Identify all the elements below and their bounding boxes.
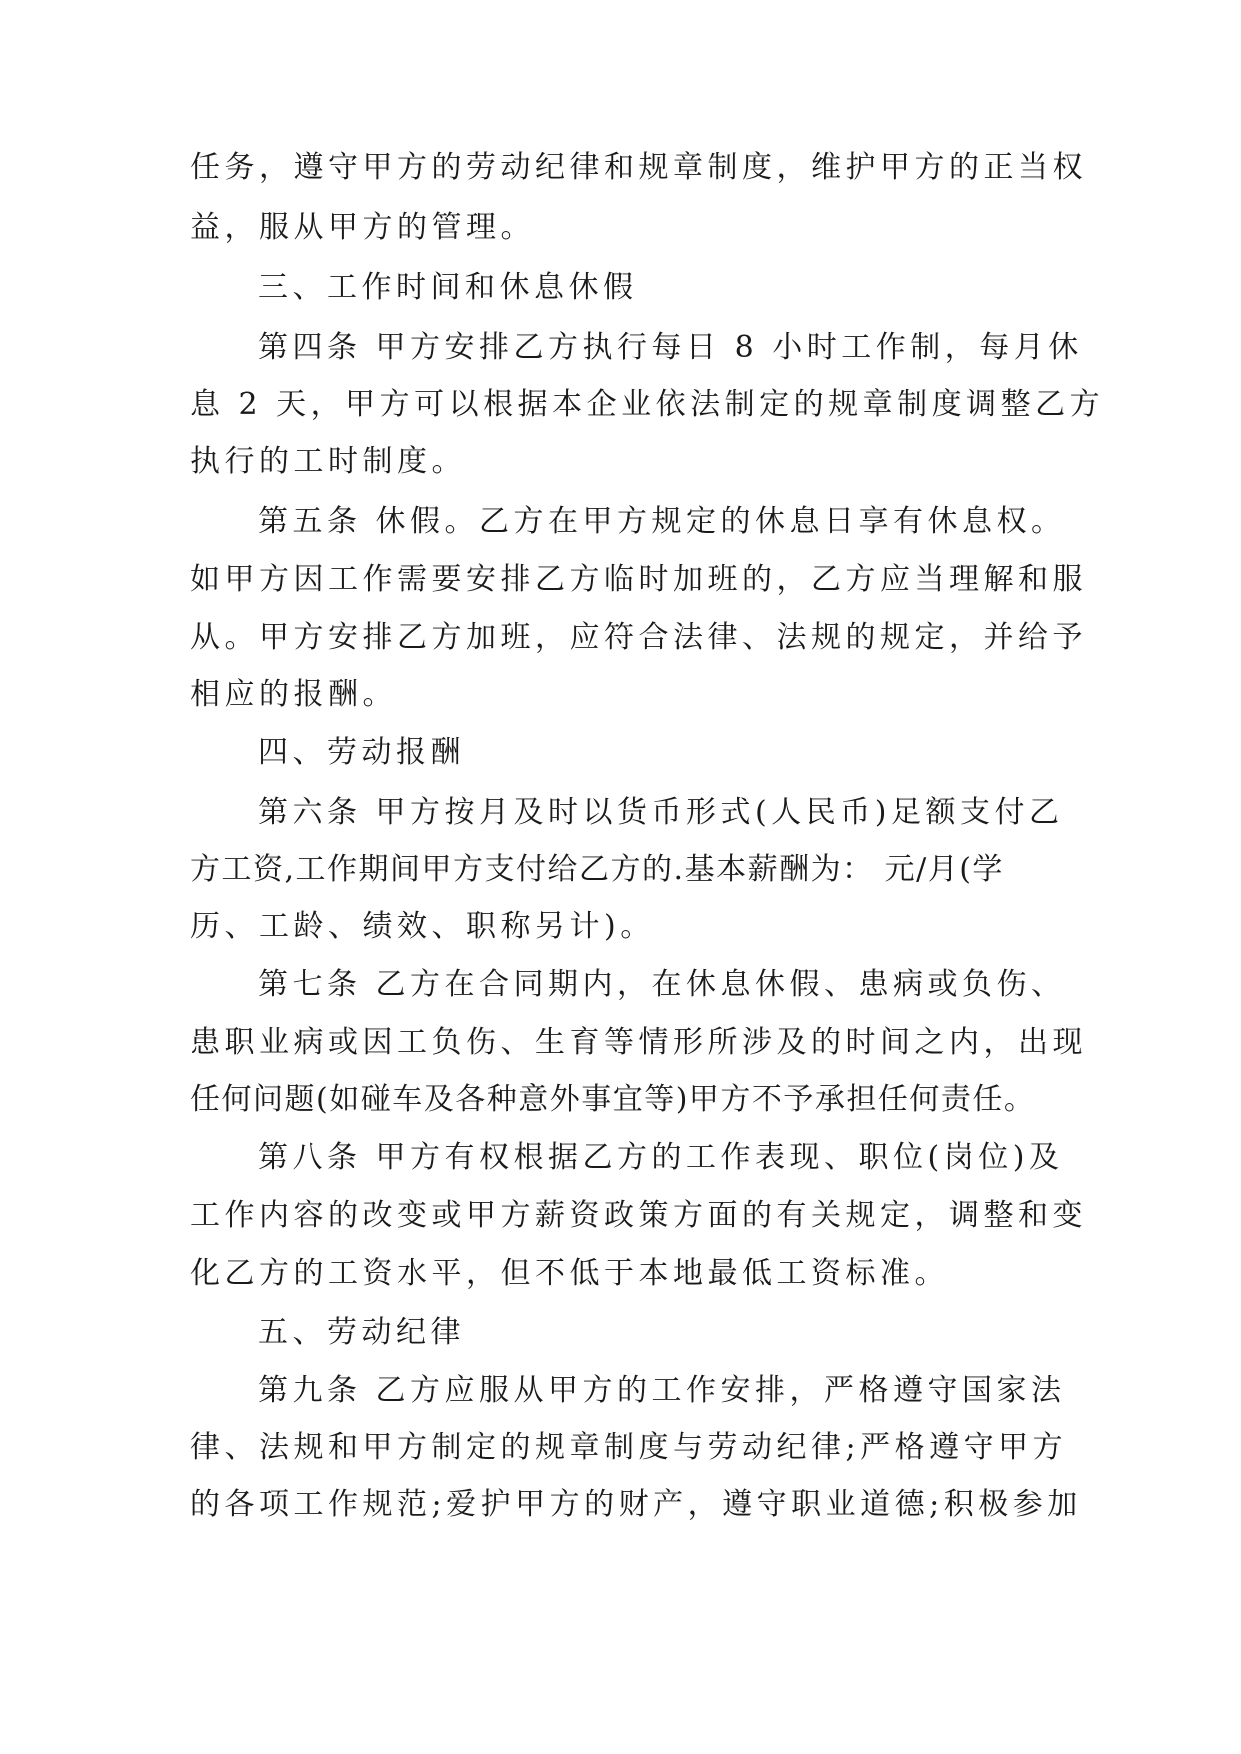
text-line: 方工资,工作期间甲方支付给乙方的.基本薪酬为： 元/月(学: [190, 852, 1004, 887]
text-line: 益，服从甲方的管理。: [190, 210, 535, 245]
section-heading: 四、劳动报酬: [258, 735, 465, 770]
text-line: 息 2 天，甲方可以根据本企业依法制定的规章制度调整乙方: [190, 387, 1105, 422]
text-line: 第九条 乙方应服从甲方的工作安排，严格遵守国家法: [258, 1373, 1066, 1408]
text-line: 执行的工时制度。: [190, 444, 466, 479]
text-line: 第五条 休假。乙方在甲方规定的休息日享有休息权。: [258, 504, 1066, 539]
text-line: 第六条 甲方按月及时以货币形式(人民币)足额支付乙: [258, 795, 1064, 830]
text-line: 任务，遵守甲方的劳动纪律和规章制度，维护甲方的正当权: [190, 150, 1087, 185]
text-line: 患职业病或因工负伤、生育等情形所涉及的时间之内，出现: [190, 1025, 1087, 1060]
text-line: 任何问题(如碰车及各种意外事宜等)甲方不予承担任何责任。: [190, 1082, 1036, 1117]
text-line: 历、工龄、绩效、职称另计)。: [190, 909, 655, 944]
text-line: 工作内容的改变或甲方薪资政策方面的有关规定，调整和变: [190, 1198, 1087, 1233]
text-line: 第四条 甲方安排乙方执行每日 8 小时工作制，每月休: [258, 330, 1083, 365]
section-heading: 三、工作时间和休息休假: [258, 270, 638, 305]
text-line: 的各项工作规范;爱护甲方的财产，遵守职业道德;积极参加: [190, 1487, 1082, 1522]
text-line: 第八条 甲方有权根据乙方的工作表现、职位(岗位)及: [258, 1140, 1064, 1175]
section-heading: 五、劳动纪律: [258, 1315, 465, 1350]
text-line: 第七条 乙方在合同期内，在休息休假、患病或负伤、: [258, 967, 1066, 1002]
text-line: 相应的报酬。: [190, 677, 397, 712]
text-line: 如甲方因工作需要安排乙方临时加班的，乙方应当理解和服: [190, 562, 1087, 597]
text-line: 从。甲方安排乙方加班，应符合法律、法规的规定，并给予: [190, 620, 1087, 655]
text-line: 化乙方的工资水平，但不低于本地最低工资标准。: [190, 1256, 949, 1291]
text-line: 律、法规和甲方制定的规章制度与劳动纪律;严格遵守甲方: [190, 1430, 1068, 1465]
